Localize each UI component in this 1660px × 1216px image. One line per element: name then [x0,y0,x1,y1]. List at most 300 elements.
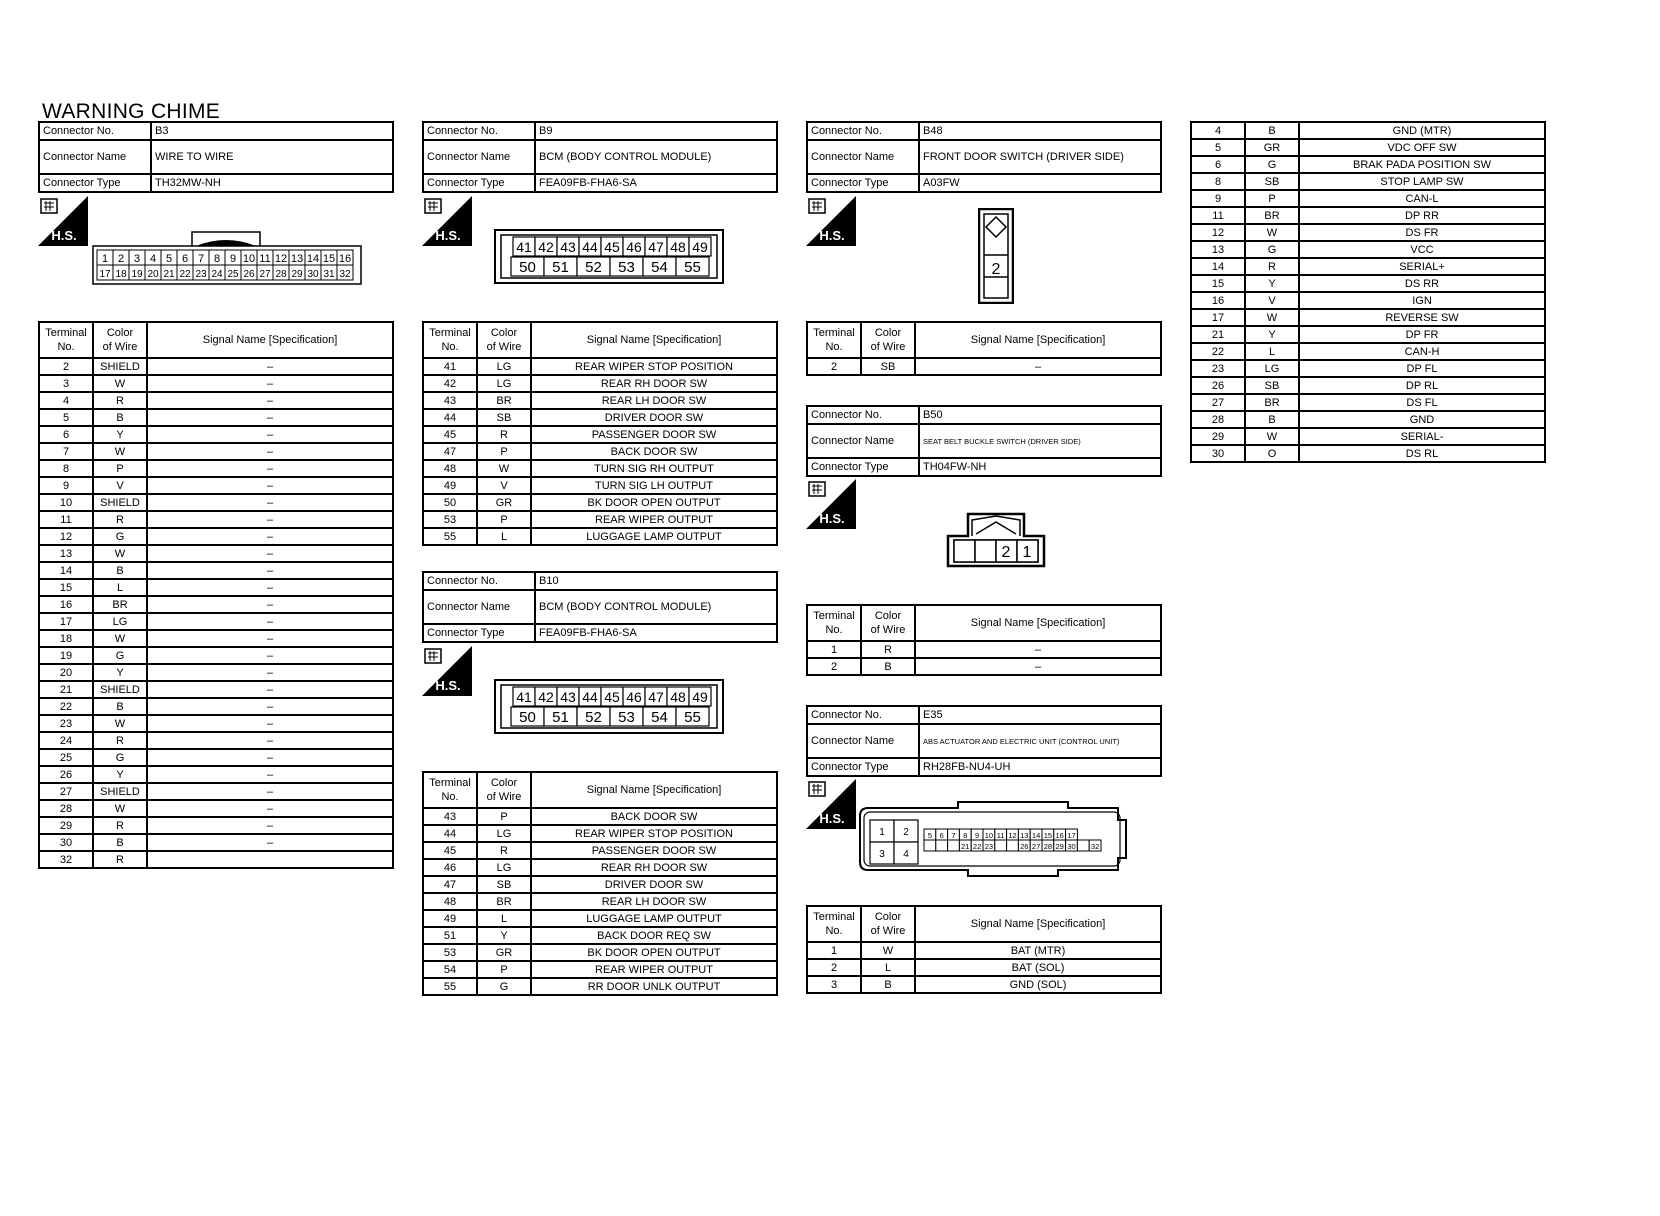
connector-name-label: Connector Name [39,140,151,174]
wire-color: G [477,978,531,995]
pin-number: 20 [147,269,159,280]
connector-name-label: Connector Name [807,140,919,174]
wire-color: Y [1245,326,1299,343]
wire-color: SHIELD [93,494,147,511]
signal-name: GND (SOL) [915,976,1161,993]
pin-number: 26 [1020,842,1029,851]
terminal-no: 47 [423,876,477,893]
color-header: Color of Wire [93,322,147,358]
connector-type-label: Connector Type [423,174,535,192]
table-row [39,460,393,477]
pin-number: 11 [996,831,1005,840]
wire-color: L [1245,343,1299,360]
signal-name [147,851,393,868]
pin-number: 14 [1031,831,1041,840]
table-row [423,443,777,460]
terminal-no: 4 [39,392,93,409]
wire-color: SHIELD [93,783,147,800]
signal-name: GND [1299,411,1545,428]
pin-number: 51 [552,709,569,726]
terminal-no: 53 [423,511,477,528]
connector-type-label: Connector Type [423,624,535,642]
color-header: Color of Wire [477,322,531,358]
hs-icon [422,646,472,696]
table-row [423,978,777,995]
terminal-no: 8 [1191,173,1245,190]
terminal-no: 5 [1191,139,1245,156]
connector-type-value: TH04FW-NH [919,458,1161,476]
terminal-no: 50 [423,494,477,511]
signal-name: TURN SIG RH OUTPUT [531,460,777,477]
terminal-no: 19 [39,647,93,664]
signal-name: BACK DOOR REQ SW [531,927,777,944]
terminal-no: 48 [423,460,477,477]
pin-number: 32 [339,269,351,280]
table-row [39,494,393,511]
table-row [807,358,1161,375]
terminal-no: 27 [39,783,93,800]
terminal-no: 55 [423,978,477,995]
table-row [39,834,393,851]
terminal-header: Terminal No. [39,322,93,358]
wire-color: W [1245,309,1299,326]
table-row [39,630,393,647]
table-row [39,596,393,613]
terminal-no: 46 [423,859,477,876]
pin-number: 52 [585,709,602,726]
terminal-no: 48 [423,893,477,910]
wire-color: BR [1245,394,1299,411]
pin-number: 3 [879,849,885,860]
wire-color: W [93,800,147,817]
table-row [423,927,777,944]
terminal-no: 16 [39,596,93,613]
signal-name: – [147,528,393,545]
hs-icon [806,779,856,829]
wire-color: B [1245,122,1299,139]
wire-color: P [477,808,531,825]
terminal-no: 16 [1191,292,1245,309]
table-row [1191,428,1545,445]
terminal-no: 30 [1191,445,1245,462]
table-row [39,528,393,545]
signal-name: REAR WIPER OUTPUT [531,511,777,528]
wire-color: W [1245,428,1299,445]
signal-name: REAR RH DOOR SW [531,859,777,876]
pin-number: 15 [322,253,336,265]
table-row [423,358,777,375]
signal-name: – [147,681,393,698]
connector-name-value: SEAT BELT BUCKLE SWITCH (DRIVER SIDE) [919,424,1161,458]
signal-name: – [147,715,393,732]
signal-name: – [147,749,393,766]
wire-color: G [93,749,147,766]
signal-name: BK DOOR OPEN OUTPUT [531,944,777,961]
terminal-header: Terminal No. [807,322,861,358]
pin-number: 10 [984,831,994,840]
pin-number: 32 [1090,842,1100,851]
wire-color: W [93,715,147,732]
hs-icon [806,196,856,246]
connector-type-value: TH32MW-NH [151,174,393,192]
pin-number: 11 [259,253,271,265]
signal-name: – [147,477,393,494]
table-row [1191,411,1545,428]
signal-header: Signal Name [Specification] [531,772,777,808]
pin-number: 5 [927,831,932,840]
pin-number: 26 [243,269,255,280]
pin-number: 30 [307,269,319,280]
table-header [807,906,1161,942]
terminal-table-b3 [38,321,394,869]
connector-no-label: Connector No. [39,122,151,140]
terminal-no: 12 [1191,224,1245,241]
table-row [39,562,393,579]
terminal-no: 5 [39,409,93,426]
table-row [39,613,393,630]
pin-number: 16 [338,253,352,265]
terminal-no: 6 [39,426,93,443]
wire-color: W [93,630,147,647]
terminal-no: 30 [39,834,93,851]
terminal-no: 23 [1191,360,1245,377]
pin-number: 1 [879,827,885,838]
terminal-no: 15 [39,579,93,596]
terminal-no: 24 [39,732,93,749]
table-row [1191,309,1545,326]
table-row [423,944,777,961]
wire-color: LG [477,825,531,842]
wire-color: W [861,942,915,959]
connector-type-value: FEA09FB-FHA6-SA [535,624,777,642]
signal-name: – [147,392,393,409]
terminal-no: 26 [39,766,93,783]
signal-name: – [147,596,393,613]
table-row [1191,224,1545,241]
wire-color: LG [477,358,531,375]
terminal-no: 22 [1191,343,1245,360]
terminal-header: Terminal No. [423,322,477,358]
terminal-no: 18 [39,630,93,647]
terminal-no: 44 [423,409,477,426]
pin-number: 29 [1055,842,1064,851]
signal-name: LUGGAGE LAMP OUTPUT [531,528,777,545]
signal-name: BAT (MTR) [915,942,1161,959]
signal-name: REAR WIPER OUTPUT [531,961,777,978]
pin-number: 45 [604,689,620,705]
pin-number: 21 [961,842,970,851]
terminal-no: 49 [423,910,477,927]
pin-number: 45 [604,239,620,255]
pin-number: 17 [1067,831,1076,840]
connector-name-label: Connector Name [423,140,535,174]
pin-number: 15 [1043,831,1053,840]
terminal-no: 53 [423,944,477,961]
pin-number: 2 [117,253,125,265]
hs-icon [806,479,856,529]
pin-number: 8 [213,253,221,265]
table-row [807,658,1161,675]
table-row [423,961,777,978]
pin-number: 42 [538,239,554,255]
table-row [39,409,393,426]
connector-no-label: Connector No. [807,706,919,724]
pin-number: 9 [229,253,237,265]
terminal-no: 54 [423,961,477,978]
table-row [423,859,777,876]
signal-name: DP RR [1299,207,1545,224]
terminal-no: 45 [423,842,477,859]
pin-number: 6 [939,831,944,840]
wire-color: V [1245,292,1299,309]
wire-color: SB [861,358,915,375]
pin-number: 9 [975,831,980,840]
pin-number: 48 [670,239,686,255]
pin-number: 31 [323,269,335,280]
terminal-no: 28 [39,800,93,817]
table-row [423,477,777,494]
wire-color: V [93,477,147,494]
connector-type-label: Connector Type [807,758,919,776]
table-row [423,409,777,426]
signal-name: SERIAL+ [1299,258,1545,275]
signal-name: DS FL [1299,394,1545,411]
connector-type-label: Connector Type [807,458,919,476]
terminal-no: 11 [39,511,93,528]
table-row [39,800,393,817]
signal-name: BACK DOOR SW [531,808,777,825]
connector-type-label: Connector Type [807,174,919,192]
wire-color: B [93,698,147,715]
signal-header: Signal Name [Specification] [915,322,1161,358]
table-row [1191,258,1545,275]
terminal-no: 44 [423,825,477,842]
connector-no-value: B9 [535,122,777,140]
pin-number: 49 [692,239,708,255]
wire-color: W [1245,224,1299,241]
terminal-no: 17 [39,613,93,630]
table-row [423,893,777,910]
pin-number: 42 [538,689,554,705]
signal-name: – [147,766,393,783]
connector-no-value: B10 [535,572,777,590]
wire-color: B [93,562,147,579]
terminal-no: 2 [807,658,861,675]
wire-color: W [93,443,147,460]
signal-name: DP RL [1299,377,1545,394]
wire-color: Y [93,766,147,783]
connector-name-label: Connector Name [423,590,535,624]
pin-number: 1 [101,253,109,265]
terminal-no: 1 [807,942,861,959]
table-header [807,322,1161,358]
signal-name: – [147,783,393,800]
pin-number: 7 [951,831,956,840]
terminal-no: 1 [807,641,861,658]
pin-number: 7 [197,253,205,265]
signal-name: VCC [1299,241,1545,258]
table-header [39,322,393,358]
connector-e35-face [858,800,1130,878]
terminal-no: 4 [1191,122,1245,139]
pin-number: 22 [972,842,982,851]
pin-number: 2 [1001,544,1011,561]
wire-color: R [93,817,147,834]
signal-name: – [147,630,393,647]
table-row [39,766,393,783]
terminal-no: 22 [39,698,93,715]
pin-number: 48 [670,689,686,705]
connector-type-label: Connector Type [39,174,151,192]
table-row [39,647,393,664]
table-row [39,579,393,596]
terminal-no: 9 [1191,190,1245,207]
svg-text:H.S.: H.S. [819,811,845,826]
wire-color: Y [477,927,531,944]
terminal-header: Terminal No. [807,605,861,641]
pin-number: 29 [291,269,303,280]
signal-name: DP FL [1299,360,1545,377]
table-row [1191,190,1545,207]
pin-number: 53 [618,709,635,726]
terminal-header: Terminal No. [807,906,861,942]
wire-color: L [861,959,915,976]
color-header: Color of Wire [477,772,531,808]
signal-name: TURN SIG LH OUTPUT [531,477,777,494]
pin-number: 46 [626,239,642,255]
pin-number: 52 [585,259,602,276]
table-row [1191,343,1545,360]
signal-name: – [147,426,393,443]
connector-name-label: Connector Name [807,424,919,458]
signal-name: PASSENGER DOOR SW [531,842,777,859]
signal-name: – [147,664,393,681]
wire-color: R [477,842,531,859]
connector-no-value: E35 [919,706,1161,724]
pin-number: 47 [648,239,664,255]
page-title: WARNING CHIME [42,100,221,123]
table-row [1191,156,1545,173]
terminal-no: 9 [39,477,93,494]
wire-color: Y [93,664,147,681]
table-row [807,959,1161,976]
table-row [1191,139,1545,156]
terminal-no: 26 [1191,377,1245,394]
table-row [1191,207,1545,224]
signal-name: – [915,658,1161,675]
color-header: Color of Wire [861,906,915,942]
signal-name: – [915,358,1161,375]
pin-number: 43 [560,689,576,705]
svg-text:H.S.: H.S. [435,678,461,693]
connector-b10 [422,571,778,643]
terminal-no: 51 [423,927,477,944]
terminal-no: 14 [1191,258,1245,275]
terminal-no: 49 [423,477,477,494]
pin-number: 49 [692,689,708,705]
signal-name: STOP LAMP SW [1299,173,1545,190]
table-header [807,605,1161,641]
terminal-no: 29 [39,817,93,834]
wire-color: R [861,641,915,658]
connector-b3-face [92,230,362,285]
wire-color: LG [477,859,531,876]
pin-number: 2 [991,261,1001,278]
table-row [807,942,1161,959]
table-row [39,358,393,375]
table-row [423,460,777,477]
wire-color: SB [1245,377,1299,394]
wire-color: L [477,910,531,927]
wire-color: P [477,511,531,528]
table-row [39,511,393,528]
connector-info-b50 [806,405,1162,477]
connector-name-value: BCM (BODY CONTROL MODULE) [535,590,777,624]
wire-color: GR [477,494,531,511]
table-row [39,375,393,392]
wire-color: B [93,834,147,851]
signal-name: – [147,732,393,749]
connector-no-value: B48 [919,122,1161,140]
svg-text:H.S.: H.S. [819,228,845,243]
signal-name: – [147,443,393,460]
table-header [423,772,777,808]
signal-name: VDC OFF SW [1299,139,1545,156]
pin-number: 41 [516,689,532,705]
connector-info-b9 [422,121,778,193]
wire-color: SB [1245,173,1299,190]
connector-no-label: Connector No. [423,122,535,140]
connector-no-value: B50 [919,406,1161,424]
signal-name: – [147,460,393,477]
wire-color: SB [477,876,531,893]
connector-name-value: BCM (BODY CONTROL MODULE) [535,140,777,174]
terminal-no: 14 [39,562,93,579]
table-row [1191,292,1545,309]
wire-color: BR [477,893,531,910]
pin-number: 55 [684,709,701,726]
terminal-no: 29 [1191,428,1245,445]
pin-number: 54 [651,259,668,276]
signal-name: REAR WIPER STOP POSITION [531,358,777,375]
pin-number: 16 [1055,831,1064,840]
connector-b9-face [494,229,724,284]
signal-header: Signal Name [Specification] [531,322,777,358]
connector-info-b3 [38,121,394,193]
signal-name: REAR WIPER STOP POSITION [531,825,777,842]
table-row [807,976,1161,993]
pin-number: 50 [519,709,536,726]
pin-number: 4 [903,849,909,860]
hs-icon [38,196,88,246]
wire-color: GR [1245,139,1299,156]
table-row [423,426,777,443]
wire-color: BR [1245,207,1299,224]
wire-color: G [93,647,147,664]
table-row [1191,122,1545,139]
pin-number: 27 [259,269,271,280]
table-row [423,392,777,409]
pin-number: 13 [1020,831,1029,840]
wire-color: Y [93,426,147,443]
terminal-table-b10 [422,771,778,996]
signal-name: – [147,800,393,817]
signal-name: REAR LH DOOR SW [531,392,777,409]
table-row [39,817,393,834]
connector-name-value: WIRE TO WIRE [151,140,393,174]
signal-name: BACK DOOR SW [531,443,777,460]
signal-name: – [147,409,393,426]
